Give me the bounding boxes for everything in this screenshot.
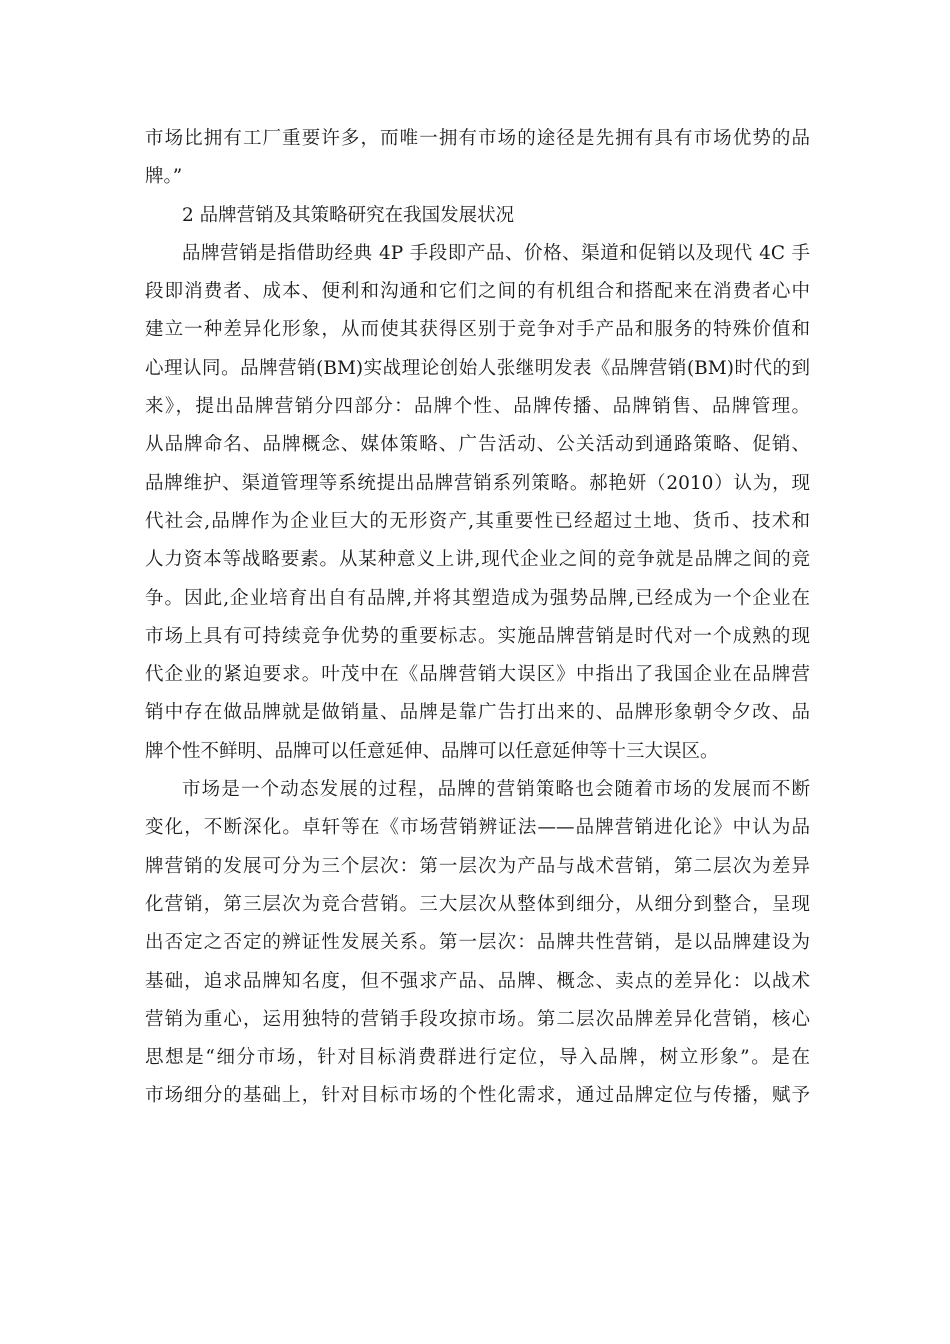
text-line: 市场细分的基础上，针对目标市场的个性化需求，通过品牌定位与传播，赋予 bbox=[145, 1085, 810, 1107]
text-line: 化营销，第三层次为竞合营销。三大层次从整体到细分，从细分到整合，呈现 bbox=[145, 893, 810, 915]
continuation-paragraph bbox=[145, 120, 810, 197]
paragraph-market-dynamics bbox=[145, 771, 810, 1116]
text-line: 思想是“细分市场，针对目标消费群进行定位，导入品牌，树立形象”。是在 bbox=[145, 1047, 810, 1069]
text-line: 变化，不断深化。卓轩等在《市场营销辨证法——品牌营销进化论》中认为品 bbox=[145, 817, 810, 839]
text-line: 心理认同。品牌营销(BM)实战理论创始人张继明发表《品牌营销(BM)时代的到 bbox=[145, 357, 810, 379]
text-line: 市场比拥有工厂重要许多，而唯一拥有市场的途径是先拥有具有市场优势的品 bbox=[145, 128, 810, 149]
text-line: 人力资本等战略要素。从某种意义上讲,现代企业之间的竞争就是品牌之间的竞 bbox=[145, 549, 810, 571]
text-line: 代社会,品牌作为企业巨大的无形资产,其重要性已经超过土地、货币、技术和 bbox=[145, 510, 810, 532]
text-line: 争。因此,企业培育出自有品牌,并将其塑造成为强势品牌,已经成为一个企业在 bbox=[145, 587, 810, 609]
text-line: 从品牌命名、品牌概念、媒体策略、广告活动、公关活动到通路策略、促销、 bbox=[145, 434, 810, 456]
text-line: 牌。” bbox=[145, 166, 183, 188]
text-line: 建立一种差异化形象，从而使其获得区别于竞争对手产品和服务的特殊价值和 bbox=[145, 319, 810, 341]
text-line: 品牌维护、渠道管理等系统提出品牌营销系列策略。郝艳妍（2010）认为，现 bbox=[145, 472, 810, 494]
text-line: 基础，追求品牌知名度，但不强求产品、品牌、概念、卖点的差异化：以战术 bbox=[145, 970, 810, 992]
text-line: 代企业的紧迫要求。叶茂中在《品牌营销大误区》中指出了我国企业在品牌营 bbox=[145, 664, 810, 686]
text-line: 品牌营销是指借助经典 4P 手段即产品、价格、渠道和促销以及现代 4C 手 bbox=[182, 242, 810, 264]
text-line: 市场是一个动态发展的过程，品牌的营销策略也会随着市场的发展而不断 bbox=[182, 779, 810, 801]
text-line: 销中存在做品牌就是做销量、品牌是靠广告打出来的、品牌形象朝令夕改、品 bbox=[145, 702, 810, 724]
text-line: 出否定之否定的辨证性发展关系。第一层次：品牌共性营销，是以品牌建设为 bbox=[145, 932, 810, 954]
section-heading: 2 品牌营销及其策略研究在我国发展状况 bbox=[182, 204, 515, 226]
paragraph-brand-marketing bbox=[145, 235, 810, 771]
text-line: 段即消费者、成本、便利和沟通和它们之间的有机组合和搭配来在消费者心中 bbox=[145, 281, 810, 303]
text-line: 营销为重心，运用独特的营销手段攻掠市场。第二层次品牌差异化营销，核心 bbox=[145, 1008, 810, 1030]
text-line: 市场上具有可持续竞争优势的重要标志。实施品牌营销是时代对一个成熟的现 bbox=[145, 625, 810, 647]
document-body bbox=[145, 120, 810, 1116]
text-line: 牌营销的发展可分为三个层次：第一层次为产品与战术营销，第二层次为差异 bbox=[145, 855, 810, 877]
text-line: 来》，提出品牌营销分四部分：品牌个性、品牌传播、品牌销售、品牌管理。 bbox=[145, 396, 810, 418]
text-line: 牌个性不鲜明、品牌可以任意延伸、品牌可以任意延伸等十三大误区。 bbox=[145, 740, 719, 762]
